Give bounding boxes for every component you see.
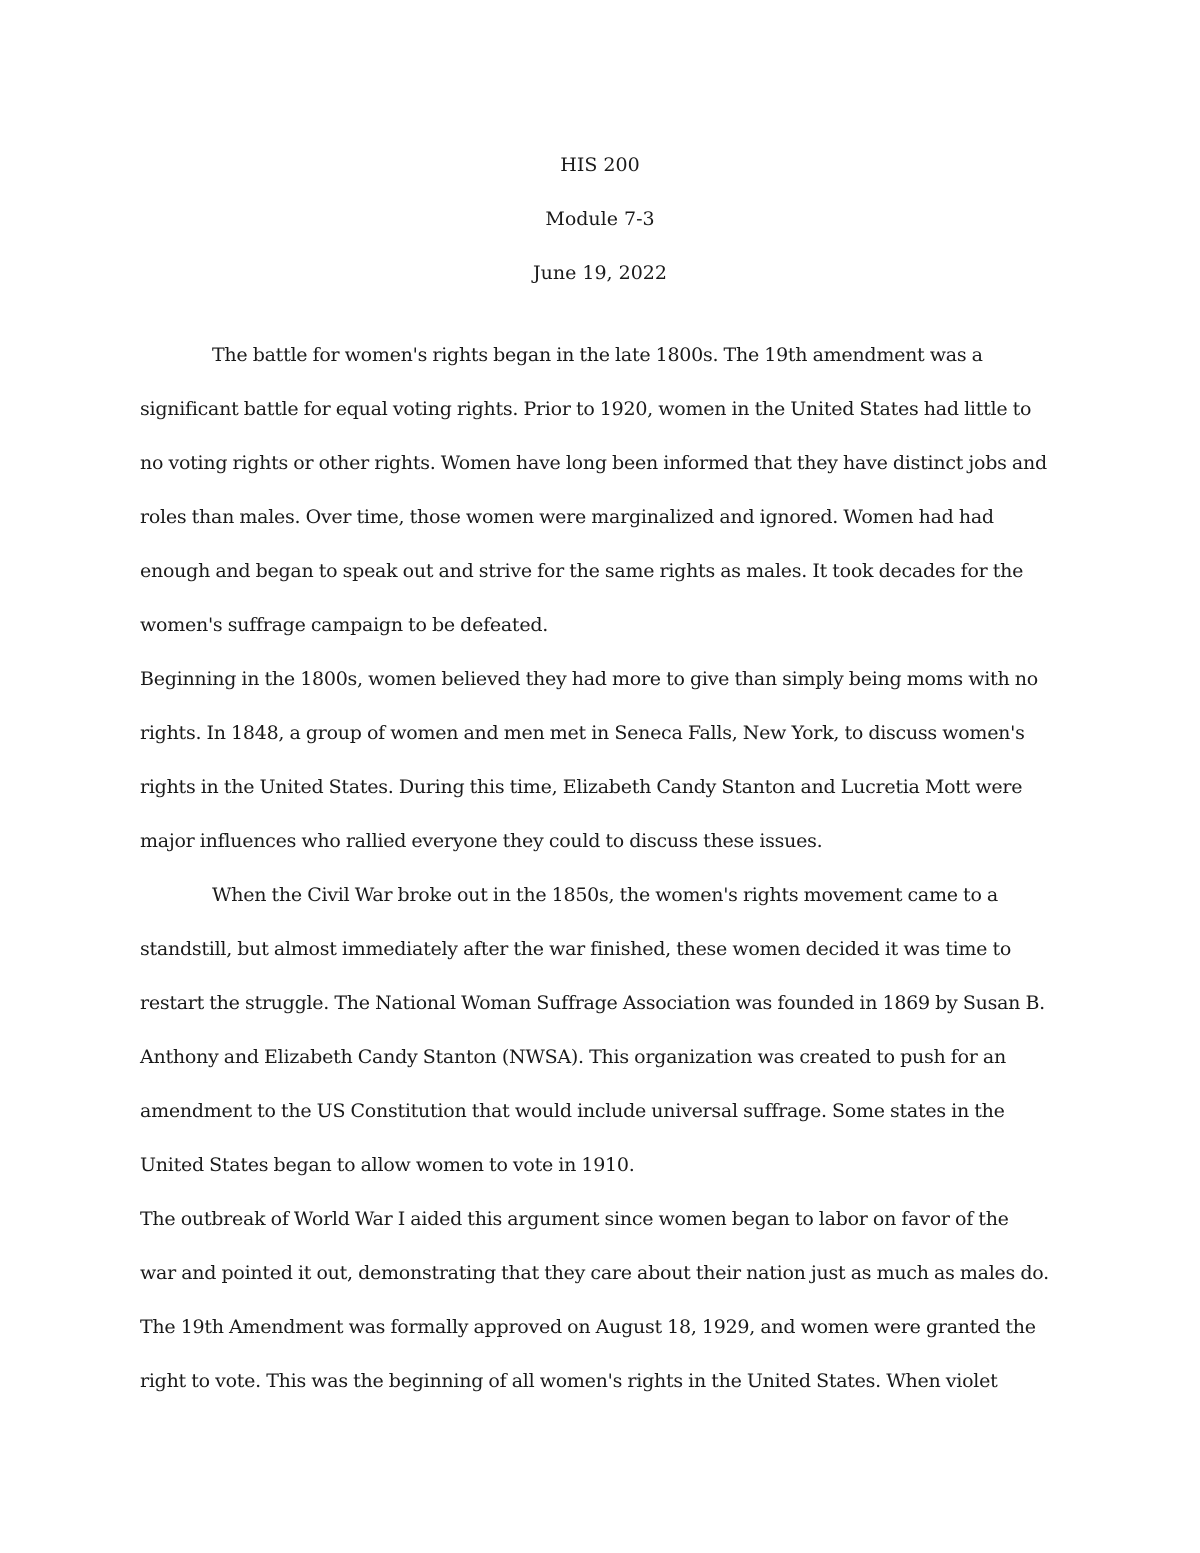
- paragraph-line: significant battle for equal voting rights. Prior to 1920, women in the United States had little to: [140, 398, 1032, 420]
- paragraph-line: Beginning in the 1800s, women believed they had more to give than simply being moms with no: [140, 668, 1038, 690]
- document-date: June 19, 2022: [533, 262, 667, 284]
- paragraph-line: The outbreak of World War I aided this argument since women began to labor on favor of the: [140, 1208, 1009, 1230]
- paragraph-line: standstill, but almost immediately after the war finished, these women decided it was time to: [140, 938, 1012, 960]
- paragraph-line: rights in the United States. During this time, Elizabeth Candy Stanton and Lucretia Mott were: [140, 776, 1023, 798]
- paragraph: [140, 652, 1080, 868]
- paragraph-line: Anthony and Elizabeth Candy Stanton (NWSA). This organization was created to push for an: [140, 1046, 1006, 1068]
- course-title: HIS 200: [560, 154, 640, 176]
- paragraph-line: roles than males. Over time, those women were marginalized and ignored. Women had had: [140, 506, 994, 528]
- paragraph-line: no voting rights or other rights. Women have long been informed that they have distinct jobs and: [140, 452, 1047, 474]
- paragraph: [140, 328, 1080, 652]
- paragraph-line: restart the struggle. The National Woman Suffrage Association was founded in 1869 by Susan B.: [140, 992, 1045, 1014]
- paragraph-line: amendment to the US Constitution that would include universal suffrage. Some states in the: [140, 1100, 1005, 1122]
- paragraph-line: enough and began to speak out and strive for the same rights as males. It took decades for the: [140, 560, 1024, 582]
- paragraph: [140, 868, 1080, 1192]
- document-header: [0, 138, 1200, 300]
- paragraph-line: women's suffrage campaign to be defeated.: [140, 614, 549, 636]
- module-title: Module 7-3: [545, 208, 655, 230]
- paragraph-line: major influences who rallied everyone they could to discuss these issues.: [140, 830, 823, 852]
- paragraph-line: war and pointed it out, demonstrating that they care about their nation just as much as males do.: [140, 1262, 1049, 1284]
- paragraph-line: The 19th Amendment was formally approved on August 18, 1929, and women were granted the: [140, 1316, 1036, 1338]
- paragraph-line: right to vote. This was the beginning of all women's rights in the United States. When violet: [140, 1370, 998, 1392]
- paragraph-line: rights. In 1848, a group of women and men met in Seneca Falls, New York, to discuss women's: [140, 722, 1025, 744]
- paragraph: [140, 1192, 1080, 1408]
- document-body: [140, 328, 1080, 1408]
- paragraph-line: The battle for women's rights began in the late 1800s. The 19th amendment was a: [212, 344, 983, 366]
- paragraph-line: When the Civil War broke out in the 1850s, the women's rights movement came to a: [212, 884, 999, 906]
- paragraph-line: United States began to allow women to vote in 1910.: [140, 1154, 635, 1176]
